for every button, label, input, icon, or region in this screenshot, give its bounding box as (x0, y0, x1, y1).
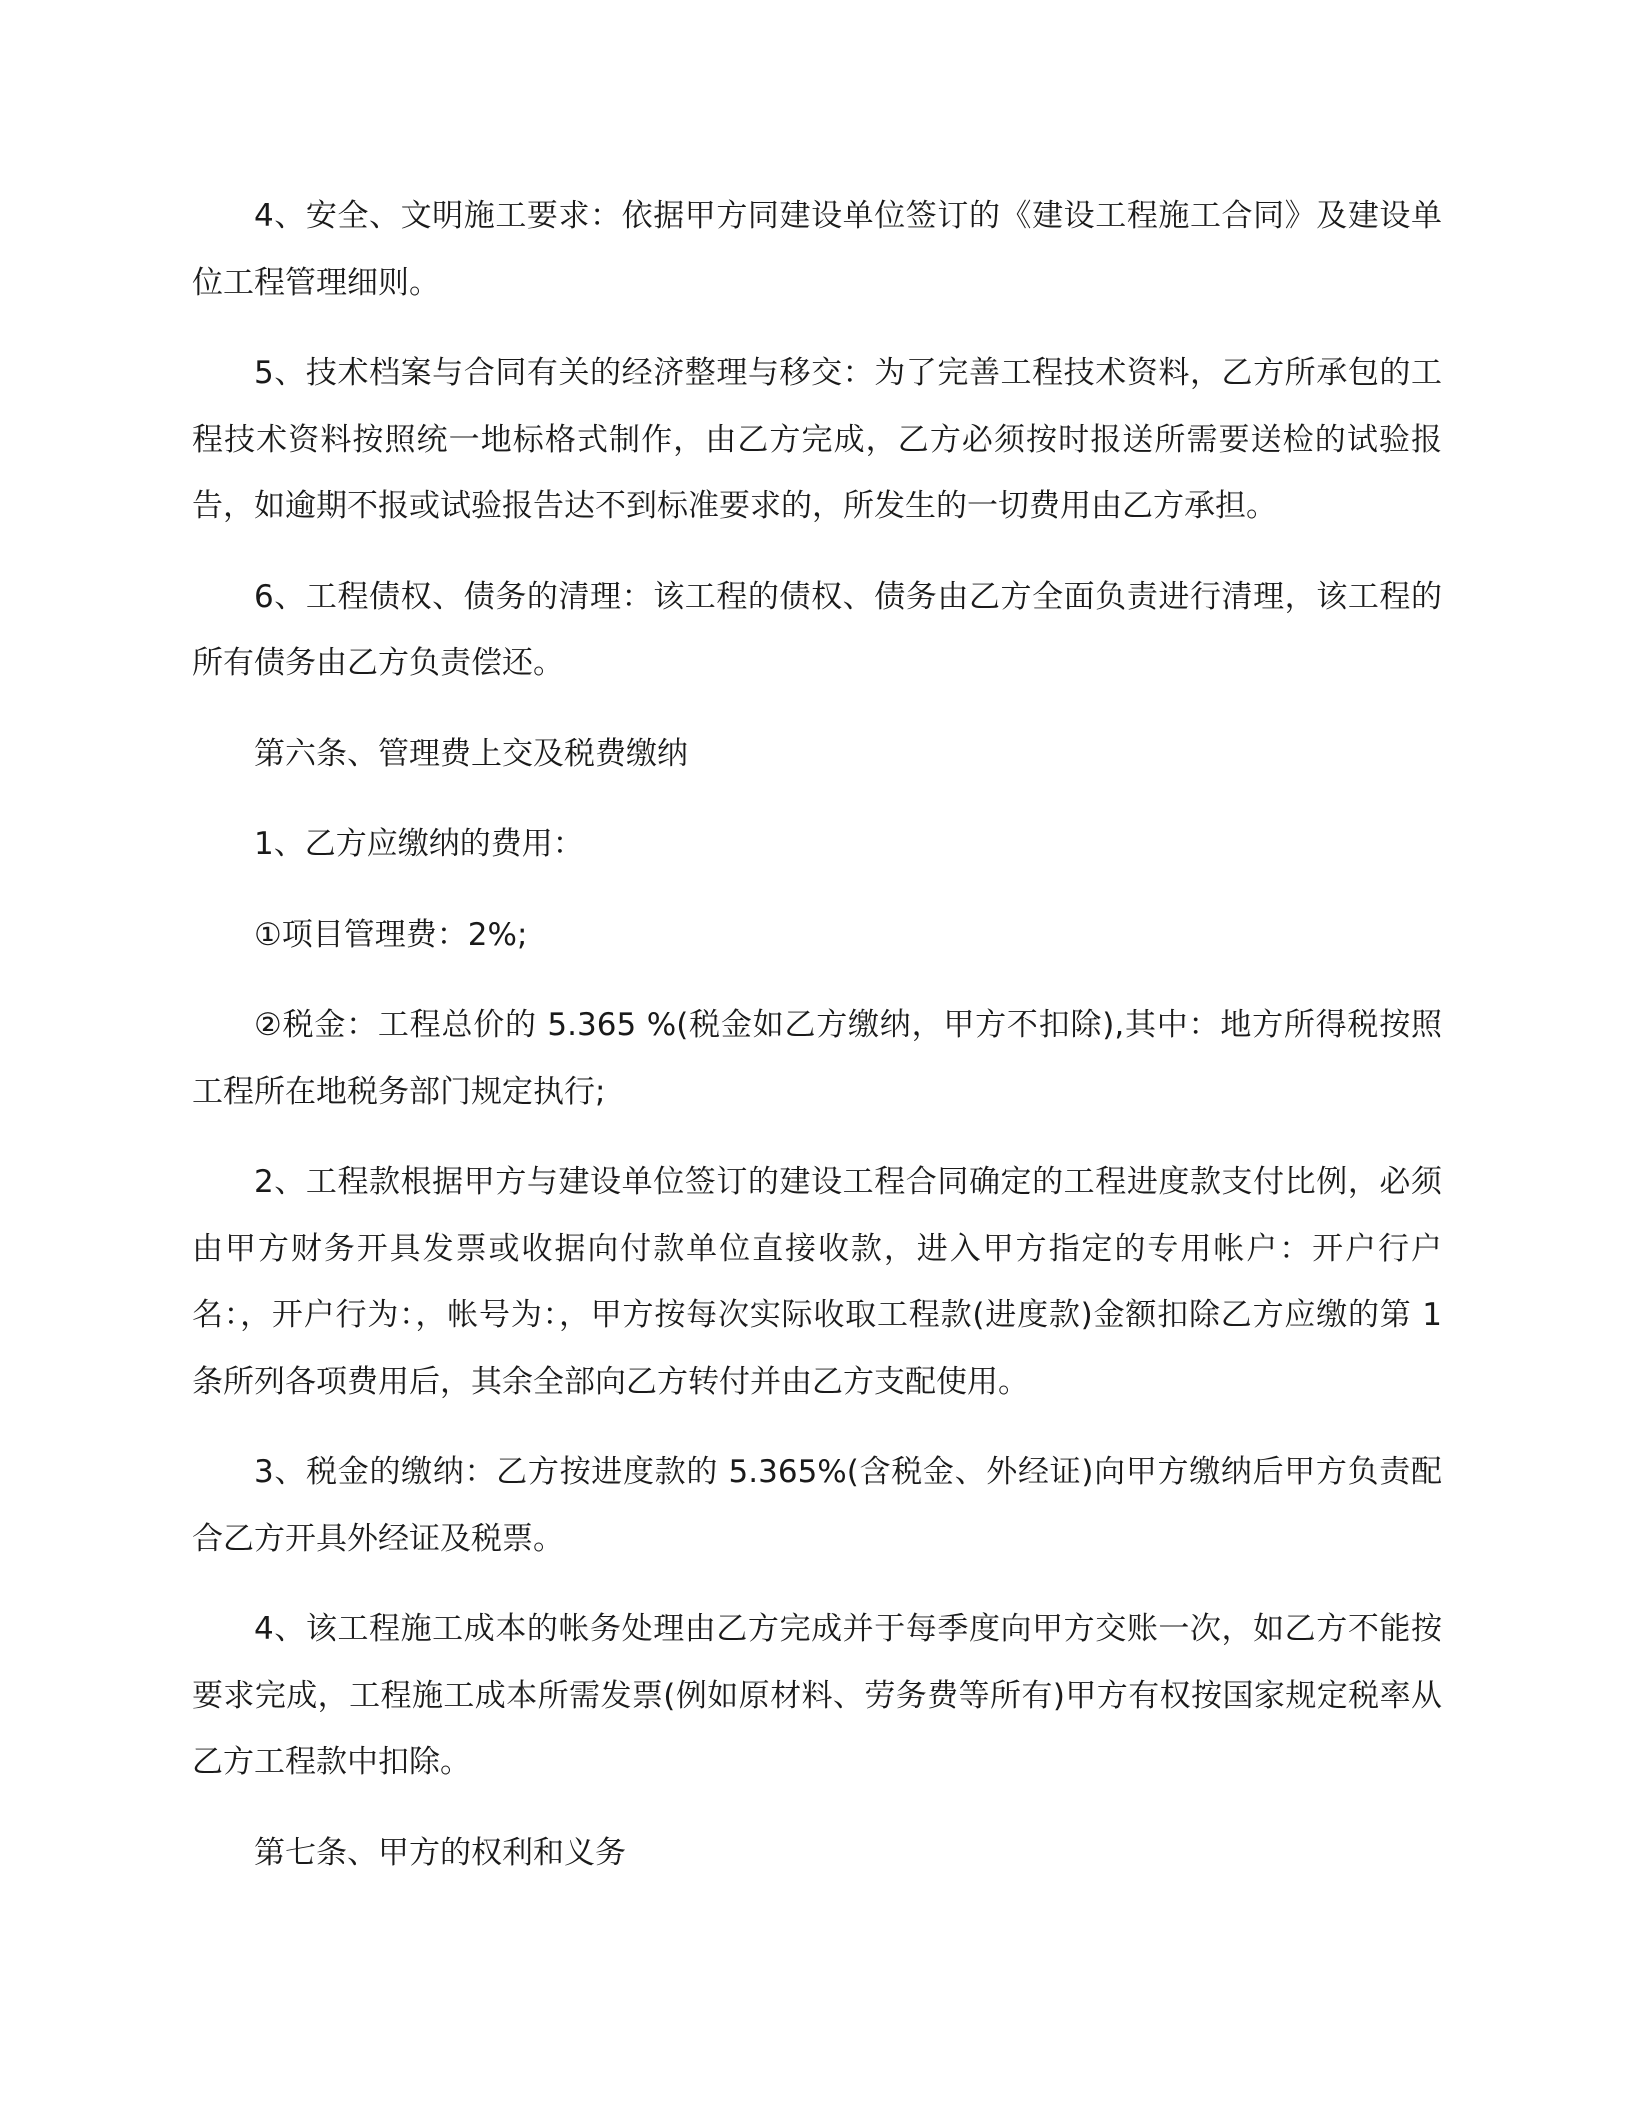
section-heading-article-6: 第六条、管理费上交及税费缴纳 (254, 735, 688, 772)
paragraph-technical-archives: 5、技术档案与合同有关的经济整理与移交：为了完善工程技术资料，乙方所承包的工程技术资料按照统一地标格式制作，由乙方完成，乙方必须按时报送所需要送检的试验报告，如逾期不报或试验报告达不到标准要求的，所发生的一切费用由乙方承担。 (192, 355, 1442, 524)
section-heading-article-7: 第七条、甲方的权利和义务 (254, 1834, 626, 1871)
paragraph-fees-intro: 1、乙方应缴纳的费用： (254, 826, 584, 862)
paragraph-tax: ②税金：工程总价的 5.365 %(税金如乙方缴纳，甲方不扣除),其中：地方所得税按照工程所在地税务部门规定执行; (192, 1007, 1442, 1110)
paragraph-debt-settlement: 6、工程债权、债务的清理：该工程的债权、债务由乙方全面负责进行清理，该工程的所有债务由乙方负责偿还。 (192, 578, 1442, 681)
paragraph-management-fee: ①项目管理费：2%; (254, 916, 528, 953)
paragraph-payment-collection: 2、工程款根据甲方与建设单位签订的建设工程合同确定的工程进度款支付比例，必须由甲方财务开具发票或收据向付款单位直接收款，进入甲方指定的专用帐户：开户行户名：，开户行为：，帐号为：，甲方按每次实际收取工程款(进度款)金额扣除乙方应缴的第 1 条所列各项费用后，其余全部向乙方转付并由乙方支配使用。 (192, 1164, 1442, 1400)
document-body (192, 183, 1442, 1910)
paragraph-cost-accounting: 4、该工程施工成本的帐务处理由乙方完成并于每季度向甲方交账一次，如乙方不能按要求完成，工程施工成本所需发票(例如原材料、劳务费等所有)甲方有权按国家规定税率从乙方工程款中扣除。 (192, 1611, 1442, 1780)
paragraph-safety-requirements: 4、安全、文明施工要求：依据甲方同建设单位签订的《建设工程施工合同》及建设单位工程管理细则。 (192, 198, 1442, 301)
paragraph-tax-payment: 3、税金的缴纳：乙方按进度款的 5.365%(含税金、外经证)向甲方缴纳后甲方负责配合乙方开具外经证及税票。 (192, 1454, 1442, 1557)
